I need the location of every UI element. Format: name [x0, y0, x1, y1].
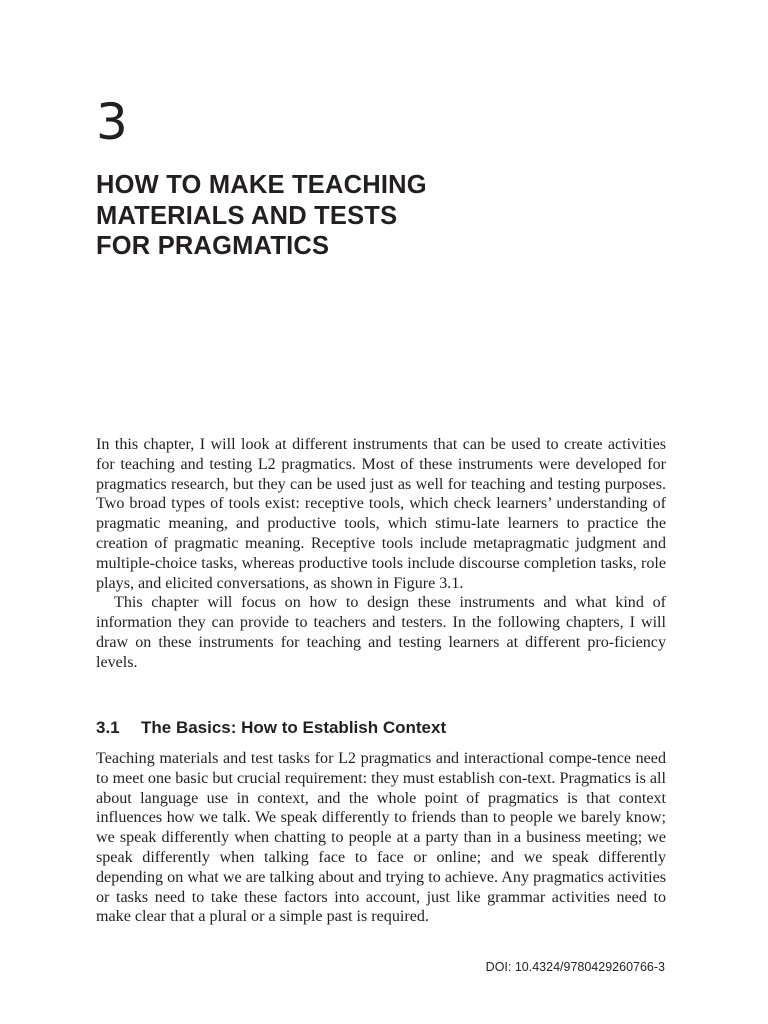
doi-footer: DOI: 10.4324/9780429260766-3 — [485, 960, 665, 974]
intro-text — [96, 435, 666, 673]
intro-paragraph: In this chapter, I will look at different instruments that can be used to create activities for teaching and testing L2 pragmatics. Most of these instruments were developed for pragmatics research, but they can be used just as well for teaching and testing purposes. Two broad types of tools exist: receptive tools, which check learners’ understanding of pragmatic meaning, and productive tools, which stimu-late learners to practice the creation of pragmatic meaning. Receptive tools include metapragmatic judgment and multiple-choice tasks, whereas productive tools include discourse completion tasks, role plays, and elicited conversations, as shown in Figure 3.1. — [96, 436, 666, 592]
chapter-title — [96, 170, 656, 262]
section-paragraph: Teaching materials and test tasks for L2 pragmatics and interactional compe-tence need to meet one basic but crucial requirement: they must establish con-text. Pragmatics is all about language use in context, and the whole point of pragmatics is that context influences how we talk. We speak differently to friends than to people we barely know; we speak differently when chatting to people at a party than in a business meeting; we speak differently when talking face to face or online; and we speak differently depending on what we are talking about and trying to achieve. Any pragmatics activities or tasks need to take these factors into account, just like grammar activities need to make clear that a plural or a simple past is required. — [96, 750, 666, 926]
chapter-number: 3 — [96, 93, 128, 151]
chapter-title-line: MATERIALS AND TESTS — [96, 201, 398, 230]
section-number: 3.1 — [96, 718, 120, 737]
section-title: The Basics: How to Establish Context — [141, 718, 447, 737]
section-heading — [96, 717, 446, 739]
intro-paragraph: This chapter will focus on how to design these instruments and what kind of information they can provide to teachers and testers. In the following chapters, I will draw on these instruments for teaching and testing learners at different pro-ficiency levels. — [96, 594, 666, 671]
chapter-title-line: HOW TO MAKE TEACHING — [96, 171, 427, 199]
section-body — [96, 749, 666, 927]
chapter-title-line: FOR PRAGMATICS — [96, 232, 330, 260]
